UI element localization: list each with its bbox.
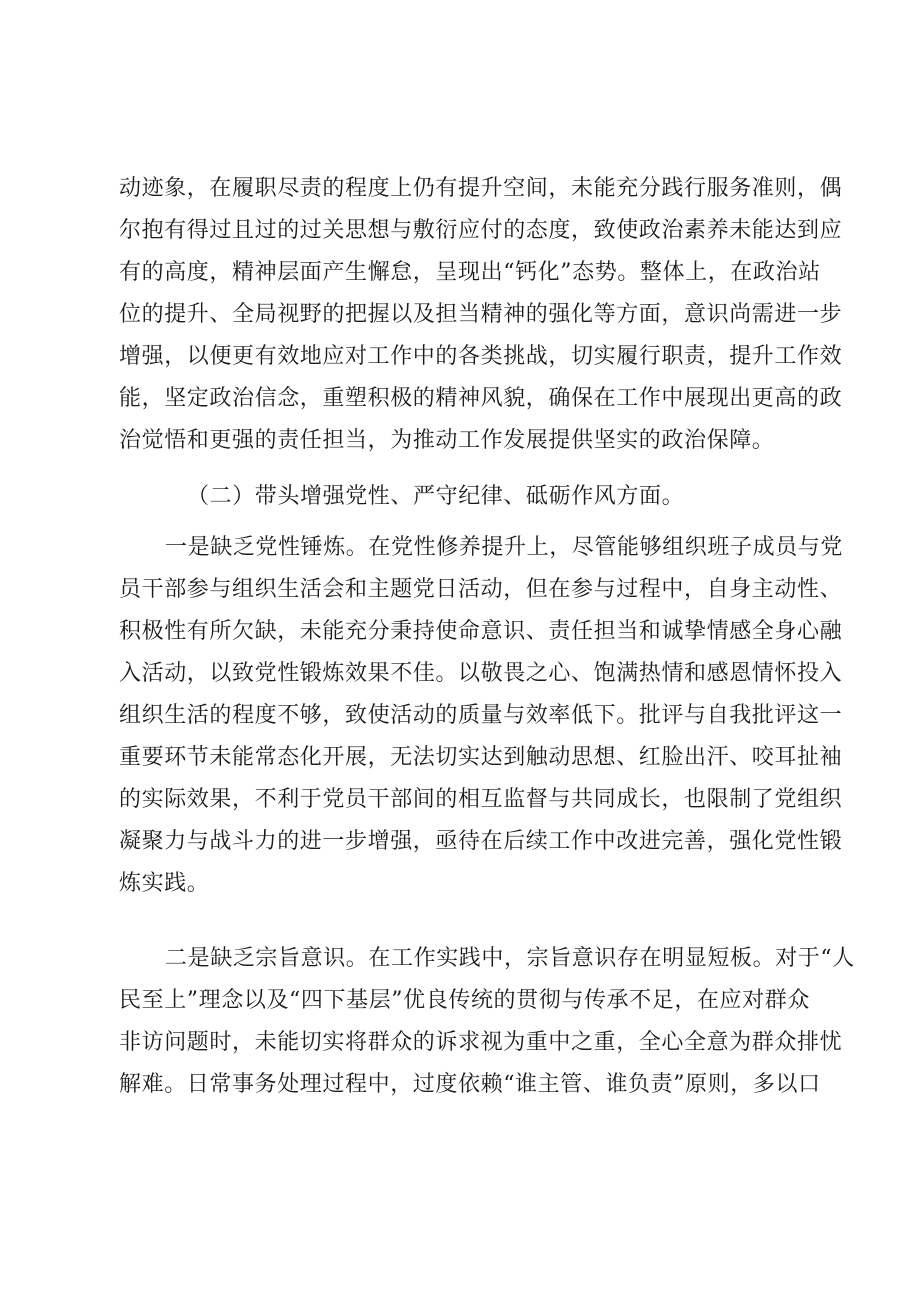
section-heading: （二）带头增强党性、严守纪律、砥砺作风方面。 <box>187 484 685 509</box>
paragraph-1-line: 能，坚定政治信念，重塑积极的精神风貌，确保在工作中展现出更高的政 <box>119 386 843 411</box>
paragraph-3-line: 二是缺乏宗旨意识。在工作实践中，宗旨意识存在明显短板。对于“人 <box>165 946 855 971</box>
paragraph-3-line: 非访问题时，未能切实将群众的诉求视为重中之重，全心全意为群众排忧 <box>119 1030 843 1055</box>
paragraph-2-line: 员干部参与组织生活会和主题党日活动，但在参与过程中，自身主动性、 <box>119 577 843 602</box>
paragraph-1-line: 位的提升、全局视野的把握以及担当精神的强化等方面，意识尚需进一步 <box>119 302 843 327</box>
paragraph-2-line: 一是缺乏党性锤炼。在党性修养提升上，尽管能够组织班子成员与党 <box>165 535 844 560</box>
paragraph-3 <box>119 941 855 1103</box>
paragraph-1-line: 增强，以便更有效地应对工作中的各类挑战，切实履行职责，提升工作效 <box>119 344 843 369</box>
paragraph-2-line: 炼实践。 <box>119 871 210 896</box>
paragraph-1 <box>119 171 843 459</box>
section-heading-block <box>119 479 809 515</box>
paragraph-1-line: 有的高度，精神层面产生懈怠，呈现出“钙化”态势。整体上，在政治站 <box>119 260 821 285</box>
paragraph-3-line: 民至上”理念以及“四下基层”优良传统的贯彻与传承不足，在应对群众 <box>119 988 810 1013</box>
paragraph-2-line: 的实际效果，不利于党员干部间的相互监督与共同成长，也限制了党组织 <box>119 787 843 812</box>
paragraph-2-line: 凝聚力与战斗力的进一步增强，亟待在后续工作中改进完善，强化党性锻 <box>119 829 843 854</box>
paragraph-3-line: 解难。日常事务处理过程中，过度依赖“谁主管、谁负责”原则，多以口 <box>119 1072 821 1097</box>
paragraph-2 <box>119 530 844 902</box>
paragraph-2-line: 入活动，以致党性锻炼效果不佳。以敬畏之心、饱满热情和感恩情怀投入 <box>119 661 843 686</box>
paragraph-2-line: 重要环节未能常态化开展，无法切实达到触动思想、红脸出汗、咬耳扯袖 <box>119 745 843 770</box>
paragraph-1-line: 动迹象，在履职尽责的程度上仍有提升空间，未能充分践行服务准则，偶 <box>119 176 843 201</box>
paragraph-1-line: 尔抱有得过且过的过关思想与敷衍应付的态度，致使政治素养未能达到应 <box>119 218 843 243</box>
paragraph-1-line: 治觉悟和更强的责任担当，为推动工作发展提供坚实的政治保障。 <box>119 428 775 453</box>
paragraph-2-line: 积极性有所欠缺，未能充分秉持使命意识、责任担当和诚挚情感全身心融 <box>119 619 843 644</box>
paragraph-2-line: 组织生活的程度不够，致使活动的质量与效率低下。批评与自我批评这一 <box>119 703 843 728</box>
